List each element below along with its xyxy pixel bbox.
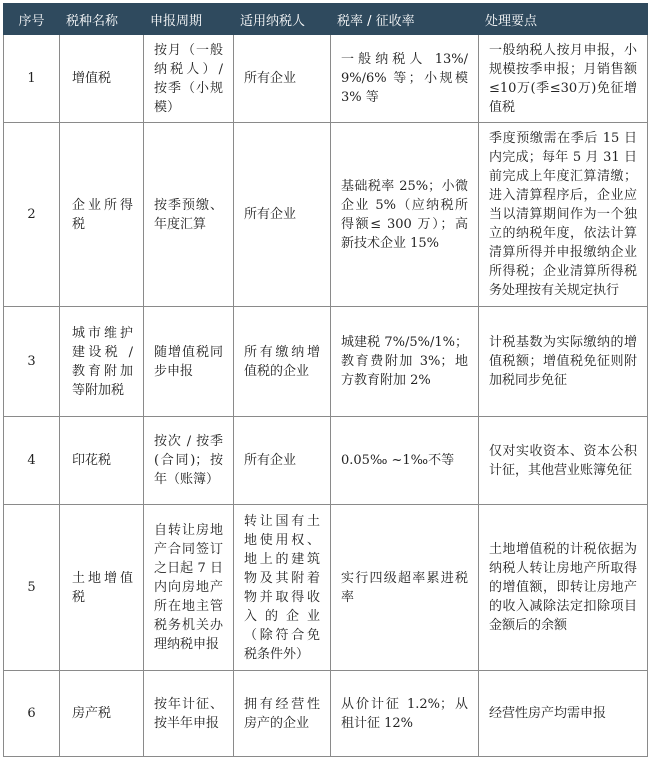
cell-period: 自转让房地产合同签订之日起 7 日内向房地产所在地主管税务机关办理纳税申报 — [144, 505, 234, 671]
table-row — [4, 307, 648, 417]
cell-notes: 仅对实收资本、资本公积计征，其他营业账簿免征 — [479, 417, 648, 505]
cell-rate: 0.05‰ ~1‰不等 — [331, 417, 479, 505]
cell-rate: 从价计征 1.2%；从租计征 12% — [331, 671, 479, 757]
cell-index: 3 — [4, 307, 60, 417]
cell-rate: 城建税 7%/5%/1%；教育费附加 3%；地方教育附加 2% — [331, 307, 479, 417]
cell-period: 随增值税同步申报 — [144, 307, 234, 417]
header-tax-name: 税种名称 — [60, 4, 144, 35]
header-index: 序号 — [4, 4, 60, 35]
table-row — [4, 35, 648, 123]
cell-index: 1 — [4, 35, 60, 123]
header-taxpayer: 适用纳税人 — [234, 4, 331, 35]
cell-index: 5 — [4, 505, 60, 671]
cell-period: 按季预缴、年度汇算 — [144, 123, 234, 307]
cell-rate: 实行四级超率累进税率 — [331, 505, 479, 671]
cell-index: 2 — [4, 123, 60, 307]
table-row — [4, 417, 648, 505]
table-row — [4, 123, 648, 307]
cell-rate: 一般纳税人 13%/ 9%/6% 等；小规模 3% 等 — [331, 35, 479, 123]
table-row — [4, 505, 648, 671]
table-row — [4, 671, 648, 757]
header-notes: 处理要点 — [479, 4, 648, 35]
cell-taxpayer: 所有缴纳增值税的企业 — [234, 307, 331, 417]
cell-tax-name: 增值税 — [60, 35, 144, 123]
cell-period: 按次 / 按季(合同)；按年（账簿） — [144, 417, 234, 505]
cell-tax-name: 企业所得税 — [60, 123, 144, 307]
cell-taxpayer: 所有企业 — [234, 123, 331, 307]
cell-taxpayer: 拥有经营性房产的企业 — [234, 671, 331, 757]
cell-tax-name: 印花税 — [60, 417, 144, 505]
cell-notes: 计税基数为实际缴纳的增值税额；增值税免征则附加税同步免征 — [479, 307, 648, 417]
cell-period: 按月（一般纳税人）/按季（小规模） — [144, 35, 234, 123]
cell-notes: 一般纳税人按月申报，小规模按季申报；月销售额≤10万(季≤30万)免征增值税 — [479, 35, 648, 123]
cell-tax-name: 房产税 — [60, 671, 144, 757]
table-header-row — [4, 4, 648, 35]
cell-taxpayer: 所有企业 — [234, 417, 331, 505]
cell-index: 6 — [4, 671, 60, 757]
cell-tax-name: 土地增值税 — [60, 505, 144, 671]
cell-taxpayer: 所有企业 — [234, 35, 331, 123]
header-rate: 税率 / 征收率 — [331, 4, 479, 35]
cell-notes: 土地增值税的计税依据为纳税人转让房地产所取得的增值额，即转让房地产的收入减除法定扣除项目金额后的余额 — [479, 505, 648, 671]
cell-index: 4 — [4, 417, 60, 505]
cell-rate: 基础税率 25%；小微企业 5%（应纳税所得额≤ 300 万）；高新技术企业 15% — [331, 123, 479, 307]
cell-notes: 经营性房产均需申报 — [479, 671, 648, 757]
cell-notes: 季度预缴需在季后 15 日内完成；每年 5 月 31 日前完成上年度汇算清缴；进入清算程序后，企业应当以清算期间作为一个独立的纳税年度，依法计算清算所得并申报缴纳企业所得税；企业清算所得税务处理按有关规定执行 — [479, 123, 648, 307]
cell-tax-name: 城市维护建设税 / 教育附加等附加税 — [60, 307, 144, 417]
header-period: 申报周期 — [144, 4, 234, 35]
cell-taxpayer: 转让国有土地使用权、地上的建筑物及其附着物并取得收入的企业（除符合免税条件外） — [234, 505, 331, 671]
cell-period: 按年计征、按半年申报 — [144, 671, 234, 757]
tax-table — [3, 3, 648, 757]
